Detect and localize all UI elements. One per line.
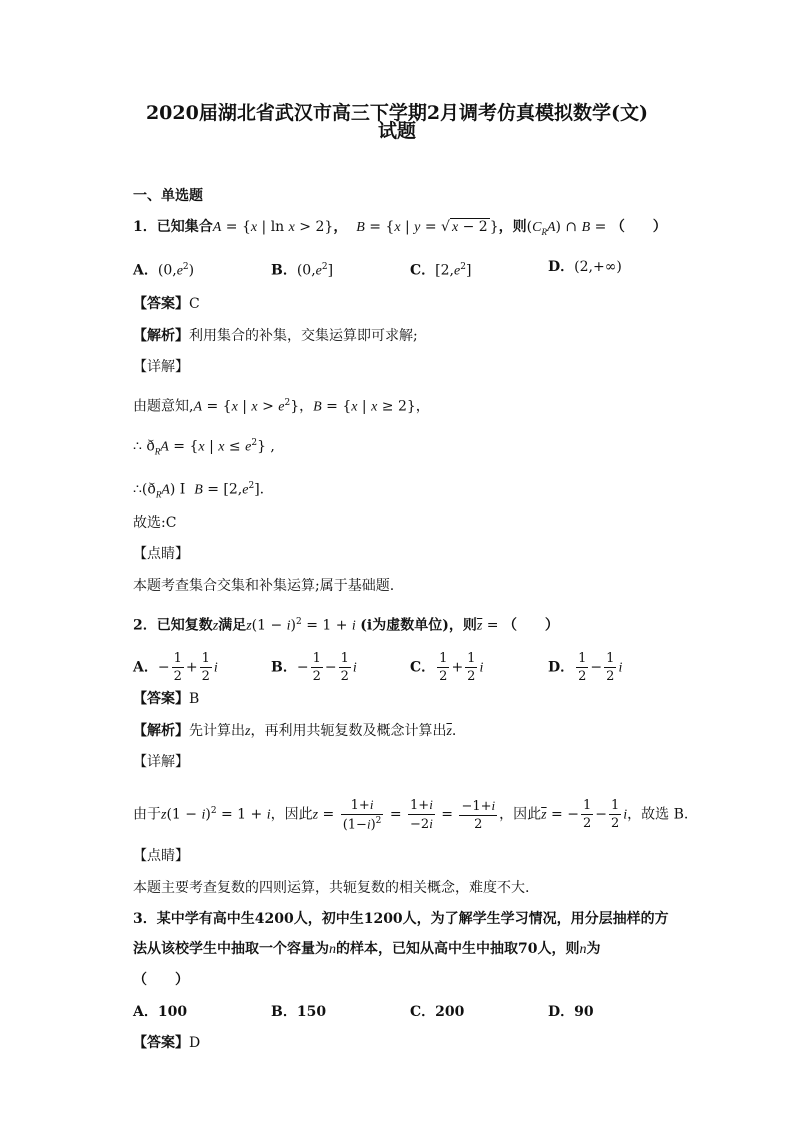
q1-stem: 1．已知集合A = {x | ln x > 2}， B = {x | y = √ x − 2 }，则$(C_RA)$ ∩ B = （ ） — [133, 219, 667, 237]
q1-analysis: 【解析】利用集合的补集，交集运算即可求解; — [133, 328, 418, 344]
q3-option-c: C．200 — [410, 1004, 465, 1020]
q1-conclusion: 故选:C — [133, 515, 177, 531]
q2-option-b: B．− $\frac{1}{2}$ − $\frac{1}{2}$ i — [271, 651, 357, 684]
q3-option-d: D．90 — [548, 1004, 594, 1020]
q1-detail-line2: ∴ $ð_RA = \{x$ | $x \le e^2$} , — [133, 438, 275, 457]
q2-answer: 【答案】B — [133, 691, 200, 707]
q1-detail-line1: 由题意知,A = {x | $x > e^2$}，B = {x | x ≥ 2}， — [133, 398, 430, 415]
q2-option-a: A．− $\frac{1}{2}$ + $\frac{1}{2}$ i — [133, 651, 218, 684]
document-title-line2: 试题 — [377, 120, 416, 142]
document-title-line1: 2020届湖北省武汉市高三下学期2月调考仿真模拟数学(文) — [145, 102, 649, 124]
q1-answer: 【答案】C — [133, 296, 200, 312]
q1-comment: 本题考查集合交集和补集运算;属于基础题. — [133, 578, 395, 594]
section-heading: 一、单选题 — [133, 188, 203, 204]
q3-option-b: B．150 — [271, 1004, 327, 1020]
q1-detail-line3: $\therefore(ð_RA)$ I $B = [2,e^2]$. — [133, 481, 265, 500]
q1-option-d: D．(2,+∞) — [548, 259, 622, 275]
q3-stem-line3: （ ） — [133, 972, 189, 988]
q2-analysis: 【解析】先计算出z，再利用共轭复数及概念计算出$\overline{z}$. — [133, 723, 457, 739]
q3-stem-line1: 3．某中学有高中生4200人，初中生1200人，为了解学生学习情况，用分层抽样的方 — [133, 911, 669, 927]
q2-option-d: D． $\frac{1}{2}$ − $\frac{1}{2}$ i — [548, 651, 623, 684]
q2-stem: 2．已知复数z满足$z(1 - i)^2 = 1 + i$ (i为虚数单位)，则$\overline{z}$ = （ ） — [133, 617, 559, 634]
q2-comment-tag: 【点睛】 — [133, 848, 189, 864]
q1-option-c: C．$[2,e^2]$ — [410, 262, 472, 279]
q2-detail-tag: 【详解】 — [133, 754, 189, 770]
q3-stem-line2: 法从该校学生中抽取一个容量为n的样本，已知从高中生中抽取70人，则n为 — [133, 941, 601, 957]
q2-option-c: C． $\frac{1}{2}$ + $\frac{1}{2}$ i — [410, 651, 484, 684]
q1-comment-tag: 【点睛】 — [133, 546, 189, 562]
q3-answer: 【答案】D — [133, 1035, 201, 1051]
q3-option-a: A．100 — [133, 1004, 188, 1020]
q1-option-a: A．$(0,e^2)$ — [133, 262, 195, 279]
q2-detail: 由于$z(1 - i)^2 = 1 + i$，因此z = $\frac{1+i}{(1-i)^2}$ = $\frac{1+i}{-2i}$ = $\frac{-1+i}{2}$ ，因此$\overline{z}$ = − $\frac{1}{2}$ − $\frac{1}{2}$ i，故选 B. — [133, 797, 689, 833]
q1-option-b: B．$(0,e^2]$ — [271, 262, 334, 279]
q1-detail-tag: 【详解】 — [133, 359, 189, 375]
q2-comment: 本题主要考查复数的四则运算，共轭复数的相关概念，难度不大. — [133, 880, 530, 896]
